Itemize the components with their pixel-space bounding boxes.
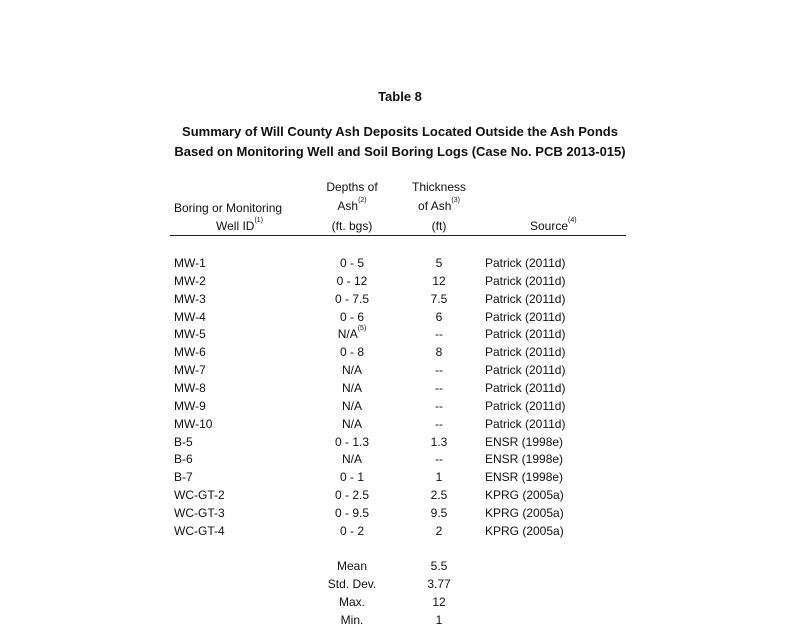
depth-value: 0 - 7.5: [334, 291, 370, 306]
source-cell: Patrick (2011d): [485, 380, 566, 395]
stat-label: Min.: [340, 613, 364, 627]
thickness-cell: --: [435, 398, 443, 413]
well-id-cell: MW-10: [174, 416, 213, 431]
depth-cell: [316, 381, 388, 395]
source-cell: Patrick (2011d): [485, 256, 566, 270]
thickness-cell: 12: [432, 273, 446, 288]
source-cell: Patrick (2011d): [485, 309, 566, 324]
table-row: [0, 452, 800, 470]
source-cell: KPRG (2005a): [485, 488, 564, 503]
source-cell: Patrick (2011d): [485, 327, 566, 342]
table-row: [0, 417, 800, 435]
depth-value: N/A: [337, 327, 358, 342]
header-source: [530, 219, 577, 233]
depth-cell: [316, 256, 388, 270]
depth-value: 0 - 5: [339, 256, 364, 270]
table-row: [0, 470, 800, 488]
depth-cell: [316, 345, 388, 359]
table-row: [0, 488, 800, 506]
depth-cell: [316, 524, 388, 538]
depth-cell: [316, 452, 388, 466]
depth-value: 0 - 9.5: [334, 505, 370, 520]
well-id-cell: WC-GT-2: [174, 488, 225, 503]
footnote-4: (4): [568, 217, 577, 224]
stat-row: [0, 559, 800, 577]
depth-value: 0 - 2: [339, 523, 364, 538]
well-id-cell: WC-GT-4: [174, 523, 225, 538]
source-cell: Patrick (2011d): [485, 416, 566, 431]
thickness-cell: --: [435, 327, 443, 342]
header-thickness-line-3: (ft): [431, 219, 447, 233]
table-row: [0, 274, 800, 292]
thickness-cell: --: [435, 363, 443, 378]
source-cell: Patrick (2011d): [485, 273, 566, 288]
well-id-cell: MW-2: [174, 273, 206, 288]
stat-value: 12: [432, 595, 446, 609]
well-id-cell: B-6: [174, 452, 193, 467]
depth-cell: [316, 327, 388, 341]
source-cell: Patrick (2011d): [485, 345, 566, 360]
well-id-cell: MW-4: [174, 309, 206, 324]
well-id-cell: MW-9: [174, 398, 206, 413]
stat-row: [0, 613, 800, 631]
stat-label: Mean: [336, 559, 368, 573]
header-divider: [170, 235, 626, 236]
thickness-cell: 9.5: [430, 505, 448, 520]
thickness-cell: 2.5: [430, 488, 448, 503]
header-boring-id-text: Well ID: [216, 219, 255, 233]
table-row: [0, 327, 800, 345]
thickness-cell: 6: [435, 309, 443, 324]
depth-cell: [316, 292, 388, 306]
thickness-cell: 1.3: [430, 434, 448, 449]
source-cell: ENSR (1998e): [485, 470, 564, 485]
header-depths-line-2: [316, 199, 388, 213]
well-id-cell: B-7: [174, 470, 193, 485]
header-depths-line-3: (ft. bgs): [331, 219, 373, 233]
source-cell: ENSR (1998e): [485, 434, 564, 449]
depth-cell: [316, 399, 388, 413]
stat-value: 1: [435, 613, 443, 627]
table-row: [0, 256, 800, 274]
depth-value: N/A: [341, 452, 362, 467]
thickness-cell: 7.5: [430, 291, 448, 306]
table-row: [0, 345, 800, 363]
table-row: [0, 381, 800, 399]
header-source-text: Source: [530, 219, 569, 233]
table-row: [0, 506, 800, 524]
thickness-cell: 5: [435, 256, 443, 270]
table-row: [0, 292, 800, 310]
thickness-cell: --: [435, 416, 443, 431]
depth-cell: [316, 488, 388, 502]
table-row: [0, 363, 800, 381]
depth-cell: [316, 470, 388, 484]
source-cell: KPRG (2005a): [485, 505, 564, 520]
footnote-2: (2): [358, 197, 367, 204]
source-cell: Patrick (2011d): [485, 398, 566, 413]
header-boring-id-line-2: [216, 219, 263, 233]
table-title: Table 8: [378, 89, 422, 104]
thickness-cell: --: [435, 380, 443, 395]
well-id-cell: MW-8: [174, 380, 206, 395]
footnote-3: (3): [451, 197, 460, 204]
stat-row: [0, 595, 800, 613]
header-thickness-line-2: [403, 199, 475, 213]
header-depths-line-1: Depths of: [326, 180, 378, 194]
table-subtitle-line-1: Summary of Will County Ash Deposits Located Outside the Ash Ponds: [182, 124, 618, 139]
thickness-cell: 8: [435, 345, 443, 360]
well-id-cell: MW-5: [174, 327, 206, 342]
stat-row: [0, 577, 800, 595]
depth-value: 0 - 1.3: [334, 434, 370, 449]
header-depths-text: Ash: [337, 199, 359, 213]
source-cell: Patrick (2011d): [485, 291, 566, 306]
well-id-cell: MW-3: [174, 291, 206, 306]
header-boring-id-line-1: Boring or Monitoring: [174, 201, 283, 215]
table-row: [0, 524, 800, 542]
depth-value: N/A: [341, 416, 362, 431]
thickness-cell: 2: [435, 523, 443, 538]
depth-value: 0 - 2.5: [334, 488, 370, 503]
stat-value: 5.5: [430, 559, 448, 573]
source-cell: KPRG (2005a): [485, 523, 564, 538]
depth-cell: [316, 363, 388, 377]
footnote-1: (1): [254, 217, 264, 224]
stat-value: 3.77: [427, 577, 451, 591]
well-id-cell: B-5: [174, 434, 193, 449]
depth-cell: [316, 417, 388, 431]
depth-cell: [316, 310, 388, 324]
depth-value: 0 - 8: [339, 345, 364, 360]
table-row: [0, 399, 800, 417]
depth-value: N/A: [341, 380, 362, 395]
well-id-cell: MW-1: [174, 256, 206, 270]
well-id-cell: MW-6: [174, 345, 206, 360]
thickness-cell: --: [435, 452, 443, 467]
depth-cell: [316, 274, 388, 288]
table-subtitle-line-2: Based on Monitoring Well and Soil Boring Logs (Case No. PCB 2013-015): [174, 144, 626, 159]
depth-value: N/A: [341, 363, 362, 378]
table-row: [0, 435, 800, 453]
depth-cell: [316, 435, 388, 449]
stat-label: Std. Dev.: [327, 577, 377, 591]
well-id-cell: MW-7: [174, 363, 206, 378]
depth-value: N/A: [341, 398, 362, 413]
header-thickness-text: of Ash: [418, 199, 452, 213]
depth-value: 0 - 12: [336, 273, 368, 288]
table-row: [0, 310, 800, 328]
depth-cell: [316, 506, 388, 520]
depth-value: 0 - 6: [339, 309, 364, 324]
depth-value: 0 - 1: [339, 470, 364, 485]
footnote-5: (5): [357, 325, 367, 333]
thickness-cell: 1: [435, 470, 443, 485]
well-id-cell: WC-GT-3: [174, 505, 225, 520]
stat-label: Max.: [338, 595, 365, 609]
source-cell: ENSR (1998e): [485, 452, 564, 467]
header-thickness-line-1: Thickness: [411, 180, 467, 194]
source-cell: Patrick (2011d): [485, 363, 566, 378]
